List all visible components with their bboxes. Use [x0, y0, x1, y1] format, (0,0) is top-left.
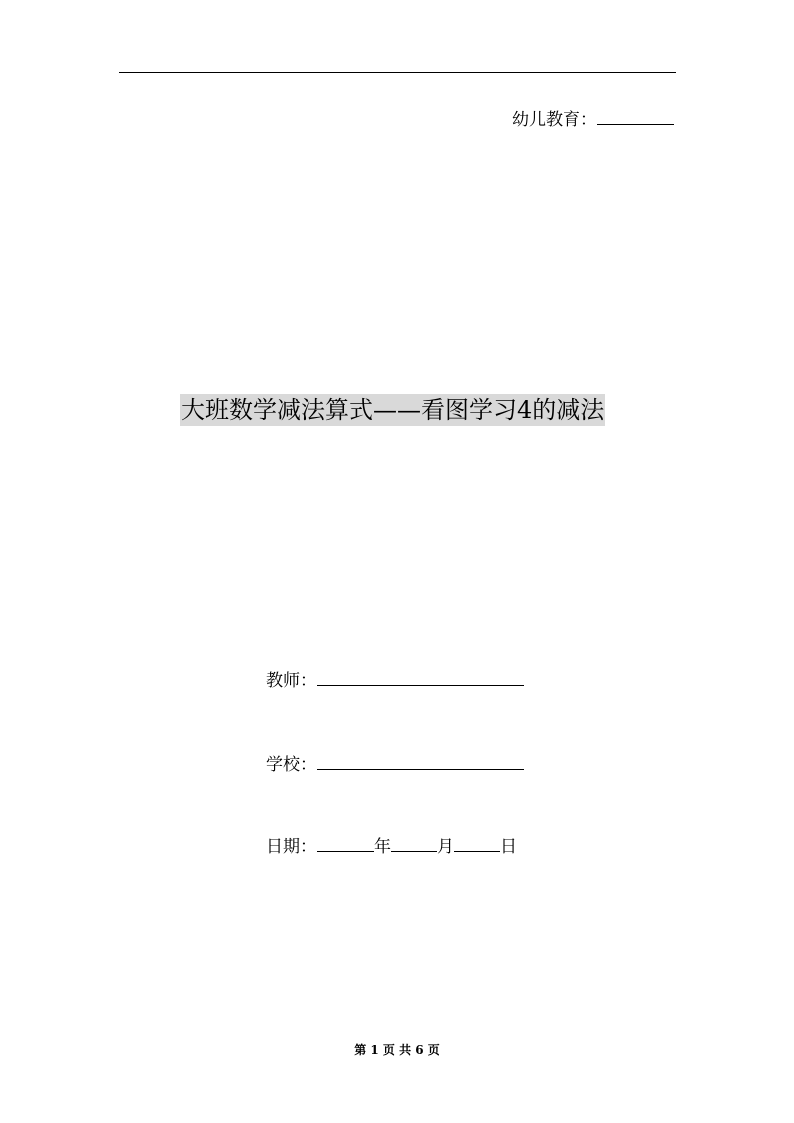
date-label: 日期：: [266, 837, 317, 857]
school-blank: [317, 751, 524, 770]
month-blank: [391, 833, 437, 852]
school-label: 学校：: [266, 755, 317, 775]
header-rule: [119, 72, 676, 73]
date-field: [266, 833, 517, 859]
day-unit: 日: [500, 837, 517, 857]
school-field: [266, 751, 524, 777]
category-line: [512, 106, 674, 132]
page-footer: 第 1 页 共 6 页: [354, 1043, 440, 1057]
teacher-blank: [317, 667, 524, 686]
year-unit: 年: [374, 837, 391, 857]
document-title: 大班数学减法算式——看图学习4的减法: [181, 396, 605, 424]
teacher-field: [266, 667, 524, 693]
year-blank: [317, 833, 374, 852]
day-blank: [454, 833, 500, 852]
month-unit: 月: [437, 837, 454, 857]
category-label: 幼儿教育：: [512, 110, 597, 130]
category-blank: [597, 106, 674, 125]
teacher-label: 教师：: [266, 671, 317, 691]
